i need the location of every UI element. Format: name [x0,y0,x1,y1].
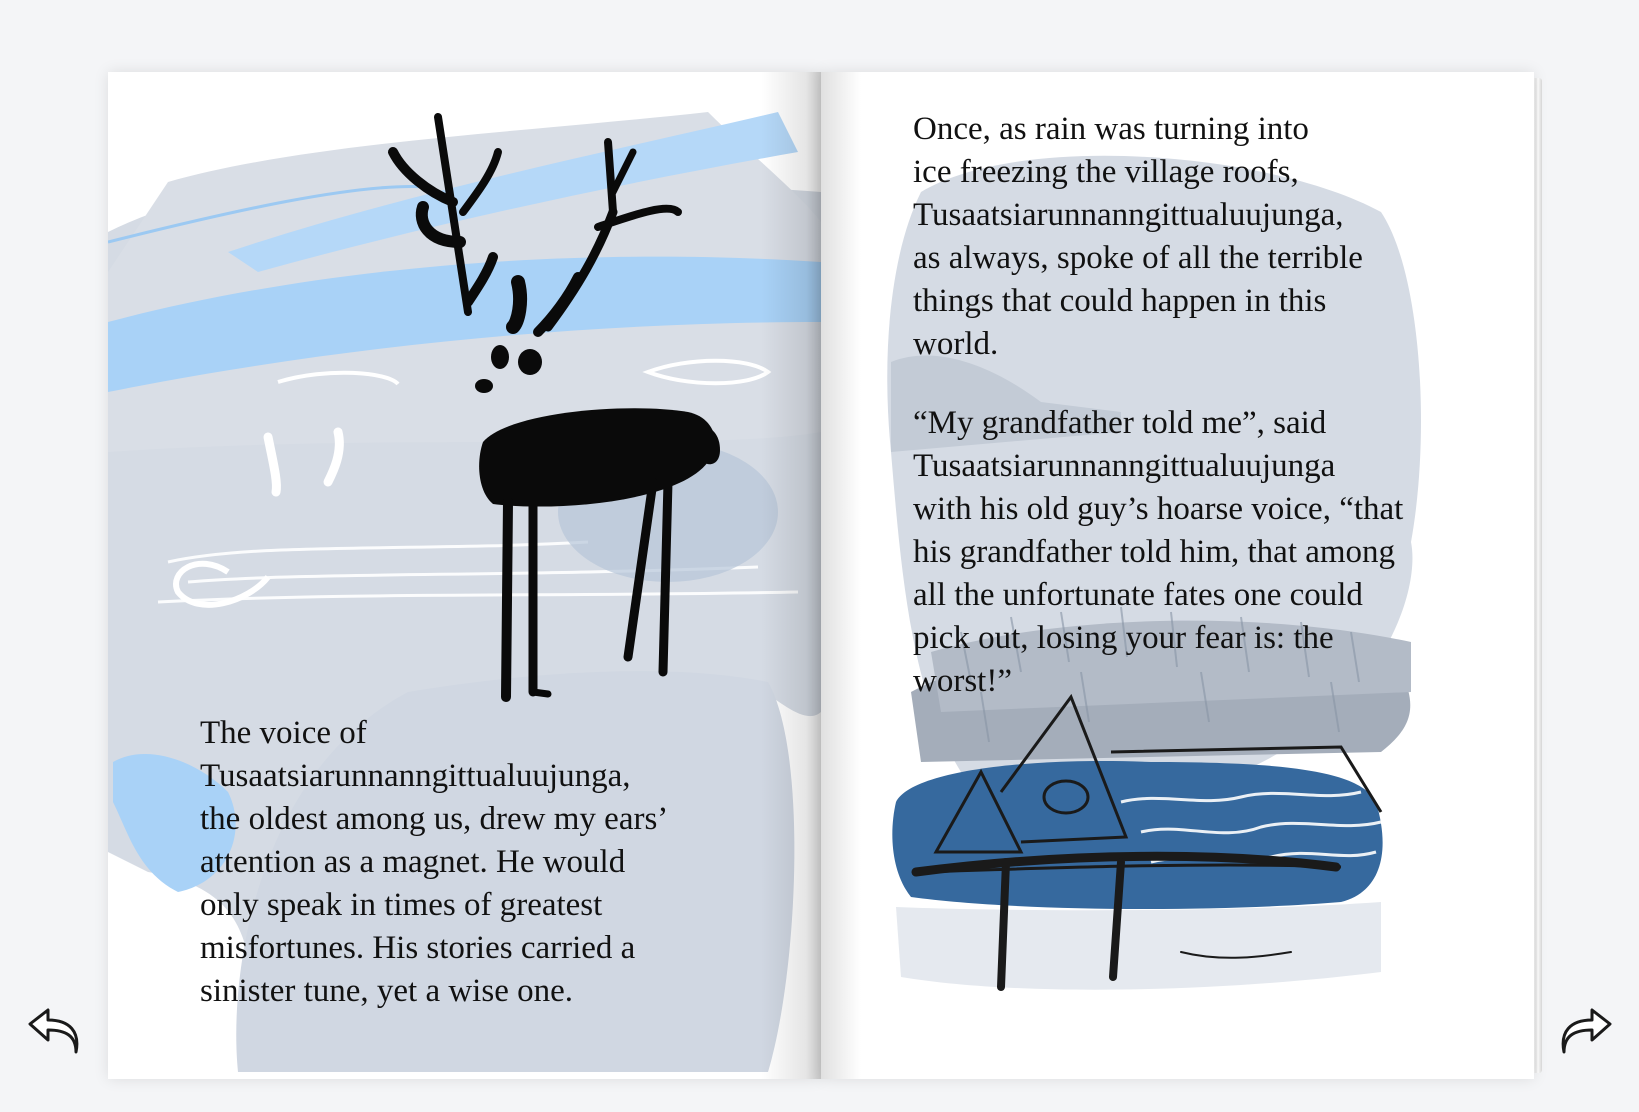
previous-page-button[interactable] [24,1004,86,1060]
book-spread [108,72,1534,1079]
right-page [821,72,1534,1079]
curved-arrow-left-icon [26,1008,84,1056]
right-page-paragraph-2: “My grandfather told me”, said Tusaatsiarunnanngittualuujunga with his old guy’s hoarse voice, “that his grandfather told him, that among all the unfortunate fates one could pick out, losing your fear is: the worst!” [913,405,1404,699]
left-page-paragraph: The voice of Tusaatsiarunnanngittualuujunga, the oldest among us, drew my ears’ attention as a magnet. He would only speak in times of greatest misfortunes. His stories carried a sinister tune, yet a wise one. [200,715,669,1009]
left-page [108,72,821,1079]
right-page-paragraph-1: Once, as rain was turning into ice freezing the village roofs, Tusaatsiarunnanngittualuujunga, as always, spoke of all the terrible things that could happen in this world. [913,111,1363,362]
next-page-button[interactable] [1554,1004,1616,1060]
curved-arrow-right-icon [1556,1008,1614,1056]
